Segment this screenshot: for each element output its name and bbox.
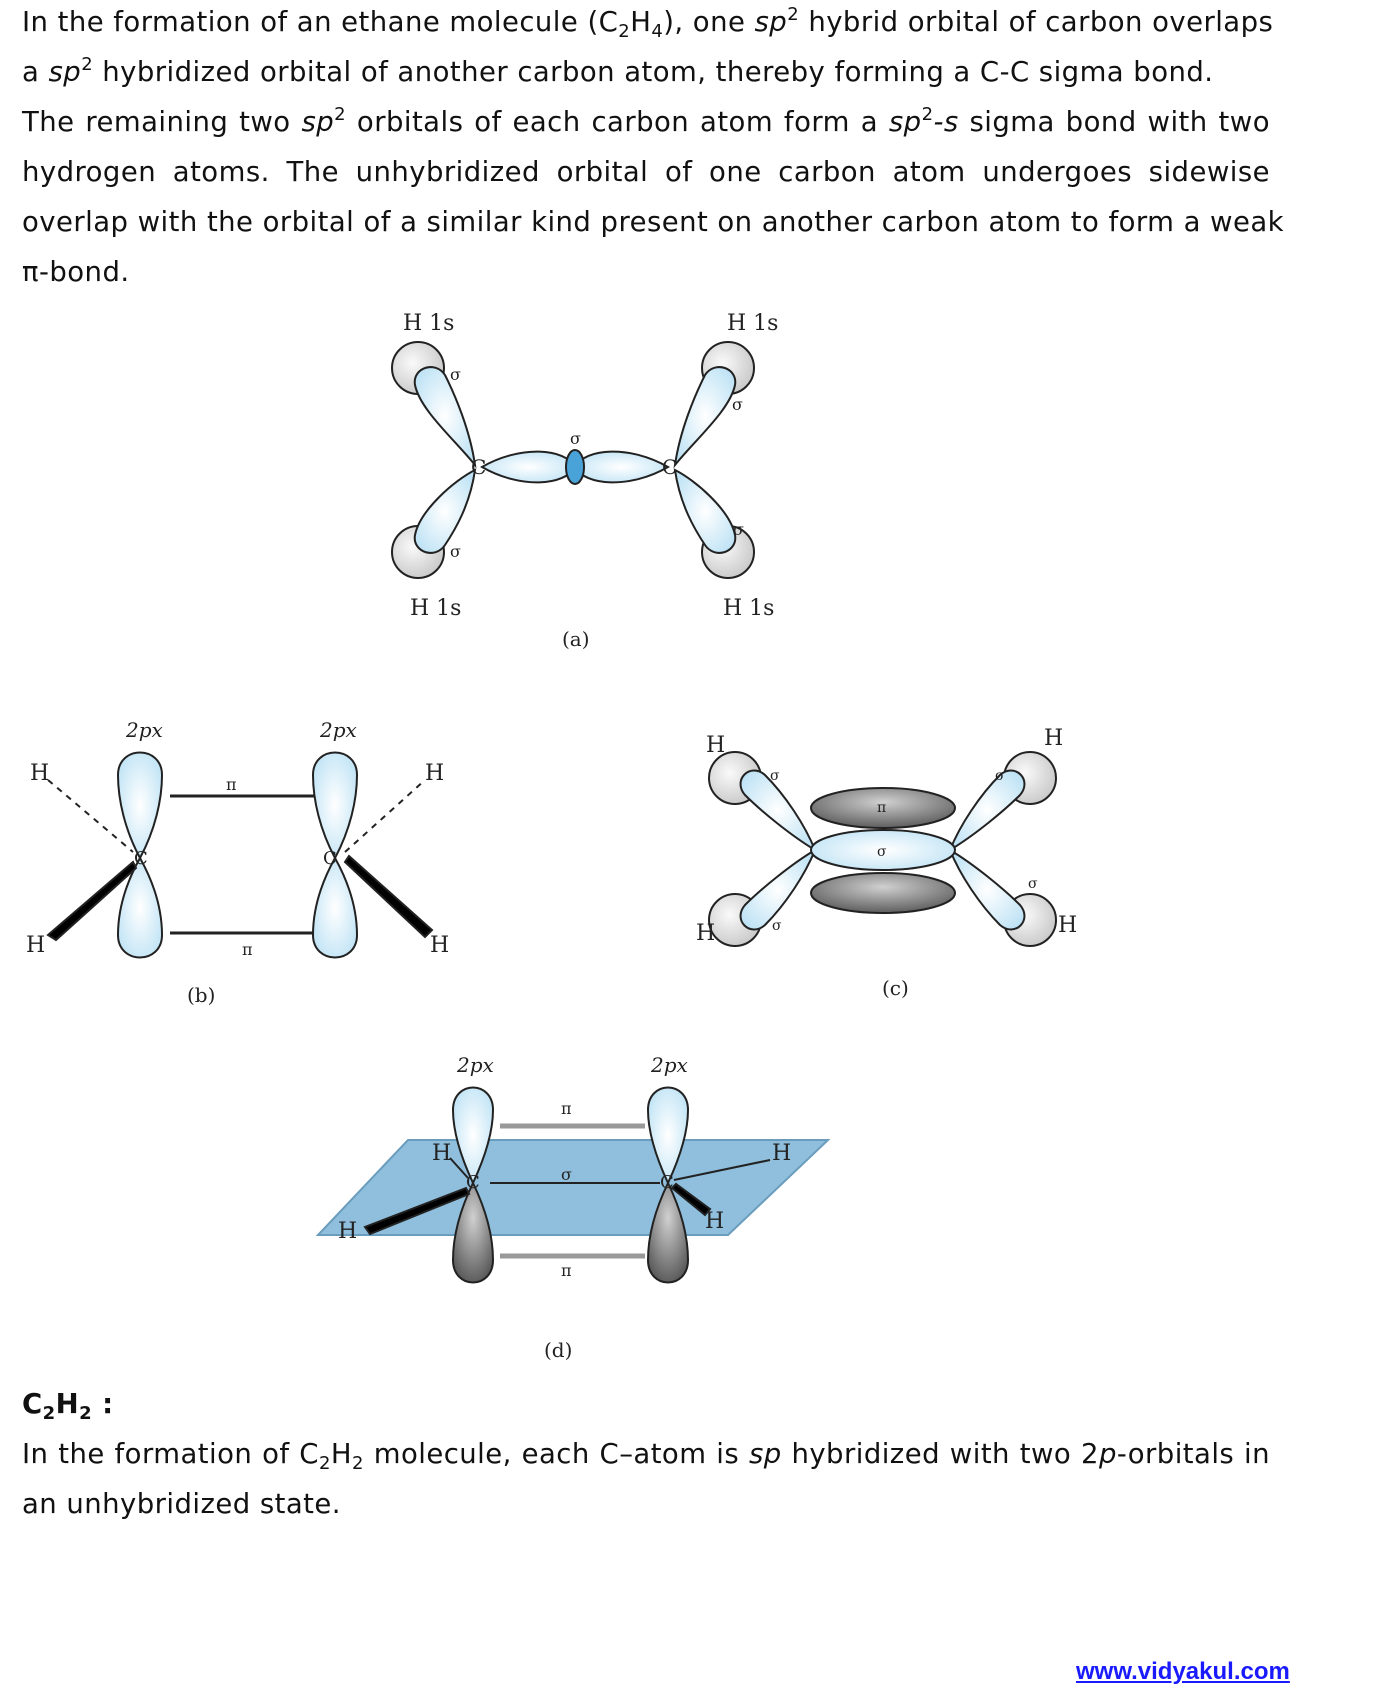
label-2px: 2px bbox=[457, 1053, 494, 1077]
label-pi: π bbox=[226, 775, 237, 794]
para1-line1: In the formation of an ethane molecule $(C_2H_4)$, one $sp^2$ hybrid orbital of carbon overlaps bbox=[22, 4, 1274, 42]
sp2-lobe bbox=[575, 452, 668, 483]
label-2px: 2px bbox=[651, 1053, 688, 1077]
label-carbon: C bbox=[323, 848, 337, 869]
label-2px: 2px bbox=[320, 718, 357, 742]
label-hydrogen: H bbox=[706, 733, 726, 758]
bond-wedge bbox=[345, 856, 432, 937]
sp2-lobe bbox=[675, 470, 735, 553]
label-carbon: C bbox=[134, 848, 148, 869]
section-line2: an unhybridized state. bbox=[22, 1488, 341, 1520]
label-sigma: σ bbox=[732, 395, 743, 414]
sp2-lobe bbox=[482, 452, 575, 483]
label-sigma: σ bbox=[450, 365, 461, 384]
label-2px: 2px bbox=[126, 718, 163, 742]
label-sigma: σ bbox=[561, 1165, 572, 1184]
section-heading: $C_2H_2$ : bbox=[22, 1388, 114, 1424]
label-sigma: σ bbox=[1028, 876, 1038, 892]
label-hydrogen: H bbox=[432, 1141, 452, 1166]
pi-lobe bbox=[811, 873, 955, 913]
label-sigma: σ bbox=[570, 429, 581, 448]
diagram-a bbox=[392, 342, 754, 578]
para1-line2: a $sp^2$ hybridized orbital of another carbon atom, thereby forming a C-C sigma bond. bbox=[22, 54, 1214, 88]
label-hydrogen: H bbox=[425, 761, 445, 786]
caption-d: (d) bbox=[544, 1338, 573, 1360]
label-sigma: σ bbox=[450, 542, 461, 561]
label-hydrogen: H bbox=[1044, 726, 1064, 751]
label-pi: π bbox=[561, 1261, 572, 1280]
label-sigma: σ bbox=[733, 520, 744, 539]
label-pi: π bbox=[561, 1099, 572, 1118]
orbital-figure bbox=[0, 300, 1375, 1360]
label-h1s: H 1s bbox=[410, 596, 462, 621]
para1-line5: overlap with the orbital of a similar kind present on another carbon atom to form a weak bbox=[22, 206, 1285, 238]
label-hydrogen: H bbox=[772, 1141, 792, 1166]
label-sigma: σ bbox=[995, 768, 1005, 784]
label-hydrogen: H bbox=[26, 933, 46, 958]
sp2-lobe bbox=[415, 367, 475, 465]
label-hydrogen: H bbox=[430, 933, 450, 958]
sp2-lobe bbox=[675, 367, 735, 465]
label-pi: π bbox=[242, 940, 253, 959]
p-lobe bbox=[118, 753, 162, 859]
diagram-b bbox=[48, 753, 432, 958]
label-h1s: H 1s bbox=[727, 311, 779, 336]
caption-a: (a) bbox=[562, 627, 590, 651]
website-link[interactable]: www.vidyakul.com bbox=[1076, 1658, 1290, 1685]
label-h1s: H 1s bbox=[723, 596, 775, 621]
para1-line4: hydrogen atoms. The unhybridized orbital of one carbon atom undergoes sidewise bbox=[22, 156, 1270, 188]
para1-line3: The remaining two $sp^2$ orbitals of each carbon atom form a $sp^2-s$ sigma bond with two bbox=[22, 104, 1270, 138]
label-pi: π bbox=[877, 800, 887, 816]
label-hydrogen: H bbox=[705, 1209, 725, 1234]
caption-c: (c) bbox=[882, 976, 909, 1000]
diagram-d bbox=[318, 1088, 828, 1283]
diagram-b-labels bbox=[26, 718, 449, 1007]
label-hydrogen: H bbox=[338, 1219, 358, 1244]
label-h1s: H 1s bbox=[403, 311, 455, 336]
section-line1: In the formation of $C_2H_2$ molecule, each C–atom is sp hybridized with two 2p-orbitals in bbox=[22, 1438, 1270, 1474]
label-carbon: C bbox=[466, 1172, 480, 1193]
label-sigma: σ bbox=[770, 768, 780, 784]
sigma-overlap bbox=[566, 450, 584, 484]
label-sigma: σ bbox=[877, 844, 887, 860]
para1-line6: π-bond. bbox=[22, 256, 130, 288]
p-lobe bbox=[313, 753, 357, 859]
label-carbon: C bbox=[662, 455, 678, 479]
sp2-lobe bbox=[950, 771, 1024, 850]
sp2-lobe bbox=[415, 470, 475, 553]
label-carbon: C bbox=[660, 1172, 674, 1193]
label-sigma: σ bbox=[772, 918, 782, 934]
caption-b: (b) bbox=[187, 983, 216, 1007]
label-hydrogen: H bbox=[696, 921, 716, 946]
label-carbon: C bbox=[471, 455, 487, 479]
p-lobe bbox=[313, 858, 357, 958]
label-hydrogen: H bbox=[1058, 913, 1078, 938]
sp2-lobe bbox=[950, 850, 1024, 929]
label-hydrogen: H bbox=[30, 761, 50, 786]
